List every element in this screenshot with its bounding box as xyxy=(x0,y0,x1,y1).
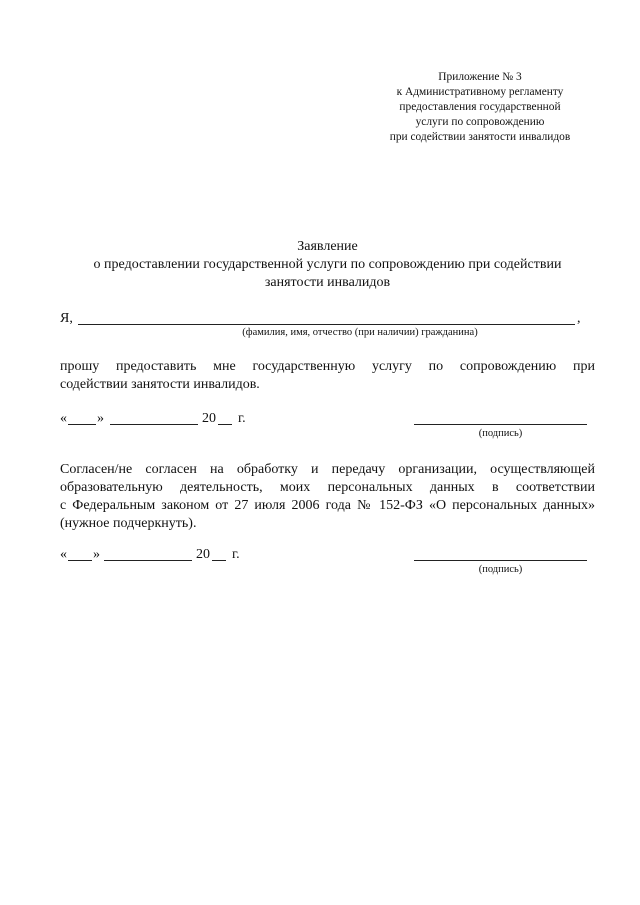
year-field[interactable] xyxy=(212,560,226,561)
request-line: содействии занятости инвалидов. xyxy=(60,377,260,392)
date-close-quote: » xyxy=(97,411,104,426)
request-line: прошу предоставить мне государственную услугу по сопровождению при xyxy=(60,359,595,374)
year-prefix: 20 xyxy=(202,411,216,426)
title-heading: Заявление xyxy=(297,239,358,254)
signature-field[interactable] xyxy=(414,424,587,425)
consent-line: Согласен/не согласен на обработку и передачу организации, осуществляющей xyxy=(60,462,595,477)
date-open-quote: « xyxy=(60,547,67,562)
month-field[interactable] xyxy=(104,560,192,561)
signature-caption: (подпись) xyxy=(478,564,523,575)
applicant-prefix: Я, xyxy=(60,311,73,326)
consent-line: (нужное подчеркнуть). xyxy=(60,516,197,531)
title-line: о предоставлении государственной услуги по сопровождению при содействии xyxy=(93,257,562,272)
signature-caption: (подпись) xyxy=(478,428,523,439)
month-field[interactable] xyxy=(110,424,198,425)
applicant-suffix: , xyxy=(577,311,581,326)
day-field[interactable] xyxy=(68,560,92,561)
request-paragraph xyxy=(60,358,595,394)
year-suffix: г. xyxy=(232,547,240,562)
appendix-line: предоставления государственной xyxy=(399,101,561,113)
year-prefix: 20 xyxy=(196,547,210,562)
consent-line: с Федеральным законом от 27 июля 2006 года № 152-ФЗ «О персональных данных» xyxy=(60,498,595,513)
appendix-line: услуги по сопровождению xyxy=(415,116,545,128)
year-field[interactable] xyxy=(218,424,232,425)
signature-field[interactable] xyxy=(414,560,587,561)
date-close-quote: » xyxy=(93,547,100,562)
consent-line: образовательную деятельность, моих персональных данных в соответствии xyxy=(60,480,595,495)
consent-paragraph xyxy=(60,461,595,533)
date-open-quote: « xyxy=(60,411,67,426)
applicant-name-field[interactable] xyxy=(78,324,575,325)
document-title xyxy=(60,238,595,292)
applicant-caption: (фамилия, имя, отчество (при наличии) гражданина) xyxy=(242,327,478,338)
appendix-line: при содействии занятости инвалидов xyxy=(389,131,571,143)
day-field[interactable] xyxy=(68,424,96,425)
year-suffix: г. xyxy=(238,411,246,426)
appendix-block xyxy=(360,70,600,145)
appendix-line: Приложение № 3 xyxy=(438,71,522,83)
title-line: занятости инвалидов xyxy=(264,275,391,290)
appendix-line: к Административному регламенту xyxy=(396,86,564,98)
